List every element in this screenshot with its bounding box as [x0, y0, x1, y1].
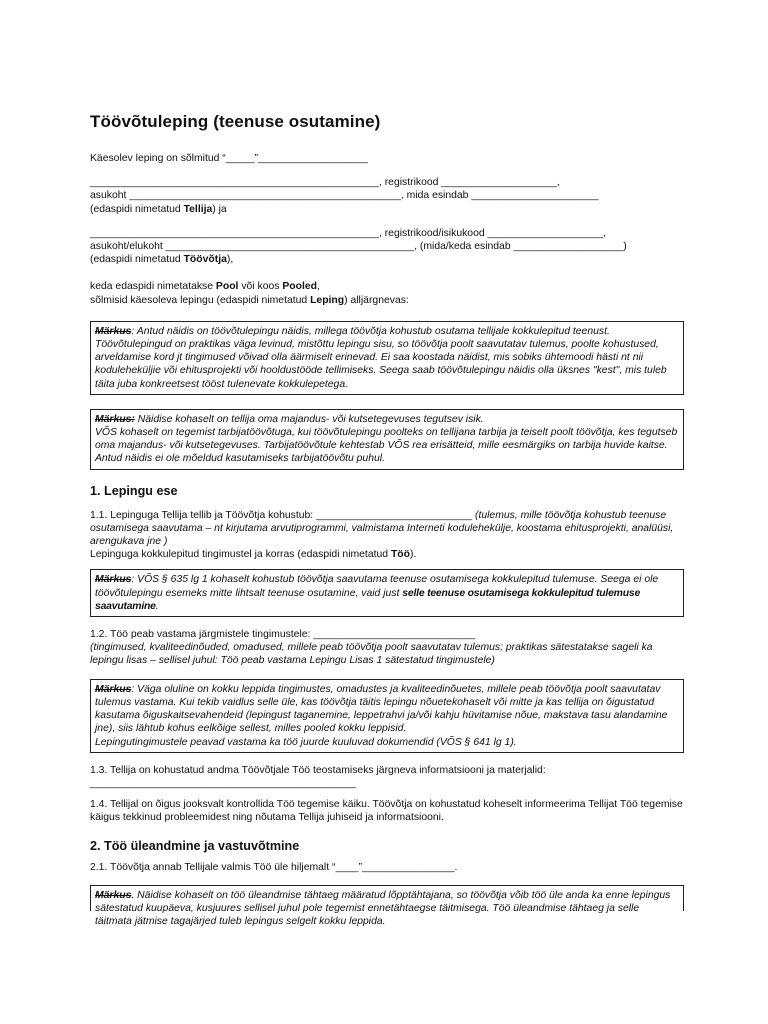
note-box-5	[90, 885, 684, 928]
clause-1-3-blank: ______________________________________________	[90, 777, 356, 789]
note-text: Lepingutingimustele peavad vastama ka töö juurde kuuluvad dokumendid (VÕS § 641 lg 1).	[95, 736, 517, 748]
document-body	[90, 112, 684, 928]
note-box-2	[90, 409, 684, 470]
parties-definition-line: keda edaspidi nimetatakse Pool või koos Pooled,	[90, 281, 320, 293]
party1-name-line: __________________________________________________, registrikood ____________________,	[90, 177, 560, 189]
note-label: Märkus	[95, 889, 132, 901]
party1-address-line: asukoht _______________________________________________, mida esindab ______________________	[90, 190, 599, 202]
note-label: Märkus	[95, 574, 132, 586]
note-text-clipped	[95, 889, 678, 928]
clause-1-3: 1.3. Tellija on kohustatud andma Töövõtjale Töö teostamiseks järgneva informatsiooni ja materjalid:	[90, 764, 546, 776]
note-text: Antud näidis ei ole mõeldud kasutamiseks tarbijatöövõtu puhul.	[95, 453, 385, 465]
party1-role-line: (edaspidi nimetatud Tellija) ja	[90, 203, 227, 215]
party2-role-line: (edaspidi nimetatud Töövõtja),	[90, 254, 234, 266]
clause-1-1-continued: Lepinguga kokkulepitud tingimustel ja korras (edaspidi nimetatud Töö).	[90, 549, 417, 561]
note-label: Märkus	[95, 325, 132, 337]
contract-definition-line: sõlmisid käesoleva lepingu (edaspidi nimetatud Leping) alljärgnevas:	[90, 294, 409, 306]
note-text: . Näidise kohaselt on töö üleandmise tähtaeg määratud lõpptähtajana, so töövõtja võib töö üle anda ka enne lepingus sätestatud kuupäeva, kusjuures sellisel juhul pole tegemist ennetähtaegse täitmisega. Töö üleandmise tähtaeg ja selle täitmata jätmise tagajärjed tuleb lepingus selgelt kokku leppida.	[95, 889, 671, 928]
note-label: Märkus	[95, 683, 132, 695]
note-text: VÕS kohaselt on tegemist tarbijatöövõtuga, kui töövõtulepingu poolteks on tellijana tarbija ja teiselt poolt töövõtja, kes tegutseb oma majandus- või kutsetegevuses. Tarbijatöövõtule kehtestab VÕS rea erisätteid, mille eesmärgiks on tarbija huvide kaitse.	[95, 427, 678, 452]
party2-name-line: __________________________________________________, registrikood/isikukood ____________________,	[90, 227, 606, 239]
note-emphasis: selle teenuse osutamisega kokkulepitud tulemuse saavutamine	[95, 587, 641, 612]
document-title: Töövõtuleping (teenuse osutamine)	[90, 112, 381, 131]
clause-1-1: 1.1. Lepinguga Tellija tellib ja Töövõtja kohustub: ___________________________ (tulemus, mille töövõtja kohustub teenuse osutamisega saavutama – nt kirjutama arvutiprogrammi, valmistama Interneti kodulehekülje, koostama ehitusprojekti, analüüsi, arengukava jne )	[90, 509, 674, 548]
section-1-heading: 1. Lepingu ese	[90, 483, 178, 498]
note-box-3: Märkus: VÕS § 635 lg 1 kohaselt kohustub töövõtja saavutama teenuse osutamisega kokkulepitud tulemuse. Seega ei ole töövõtulepingu esemeks mitte lihtsalt teenuse osutamine, vaid just selle teenuse osutamisega kokkulepitud tulemuse saavutamine.	[90, 569, 684, 617]
note-text: : Antud näidis on töövõtulepingu näidis, millega töövõtja kohustub osutama tellijale kokkulepitud teenust. Töövõtulepingud on praktikas väga levinud, mistõttu lepingu sisu, so töövõtja poolt saavutatav tulemus, poolte kohustused, arveldamise kord jt tingimused võivad olla äärmiselt erinevad. Ei saa koostada näidist, mis sobiks ühtemoodi hästi nt nii koduleheküljie või ehitusprojekti või hooldustööde tellimiseks. Seega saab töövõtulepingu näidis olla üksnes "kest", mis tuleb täita juba konkreetsest tööst tulenevate kokkulepetega.	[95, 325, 667, 390]
note-box-4	[90, 679, 684, 753]
note-text: : VÕS § 635 lg 1 kohaselt kohustub töövõtja saavutama teenuse osutamisega kokkulepitud tulemuse. Seega ei ole töövõtulepingu esemeks mitte lihtsalt teenuse osutamine, vaid just	[95, 574, 659, 599]
party2-address-line: asukoht/elukoht ___________________________________________, (mida/keda esindab ___________________)	[90, 241, 627, 253]
note-text: : Väga oluline on kokku leppida tingimustes, omadustes ja kvaliteedinõuetes, millele peab töövõtja poolt saavutatav tulemus vastama. Kui tekib vaidlus selle üle, kas töövõtja täitis lepingu nõuetekohaselt või mitte ja kas tellija on õigustatud kasutama õiguskaitsevahendeid (lepingust taganemine, leppetrahvi ja/või kahju hüvitamise nõue, makstava tasu alandamine jne), siis lähtub kohus eelkõige sellest, milles pooled kokku leppisid.	[95, 683, 668, 735]
clause-1-2: 1.2. Töö peab vastama järgmistele tingimustele: ____________________________ (tingimused, kvaliteedinõuded, omadused, millele peab töövõtja poolt saavutatav tulemus; praktikas sätestatakse sageli ka lepingu lisas – sellisel juhul: Töö peab vastama Lepingu Lisas 1 sätestatud tingimustele)	[90, 629, 653, 667]
note-text: Näidise kohaselt on tellija oma majandus- või kutsetegevuses tegutsev isik.	[134, 413, 484, 425]
note-label: Märkus:	[95, 413, 135, 425]
section-2-heading: 2. Töö üleandmine ja vastuvõtmine	[90, 838, 300, 853]
intro-line: Käesolev leping on sõlmitud “_____”___________________	[90, 153, 368, 164]
clause-1-4: 1.4. Tellijal on õigus jooksvalt kontrollida Töö tegemise käiku. Töövõtja on kohustatud koheselt informeerima Tellijat Töö tegemise käigus tekkinud probleemidest ning nõutama Tellija juhiseid ja informatsiooni.	[90, 799, 683, 824]
note-box-1	[90, 321, 684, 395]
clause-2-1: 2.1. Töövõtja annab Tellijale valmis Töö üle hiljemalt “____”________________.	[90, 861, 458, 873]
